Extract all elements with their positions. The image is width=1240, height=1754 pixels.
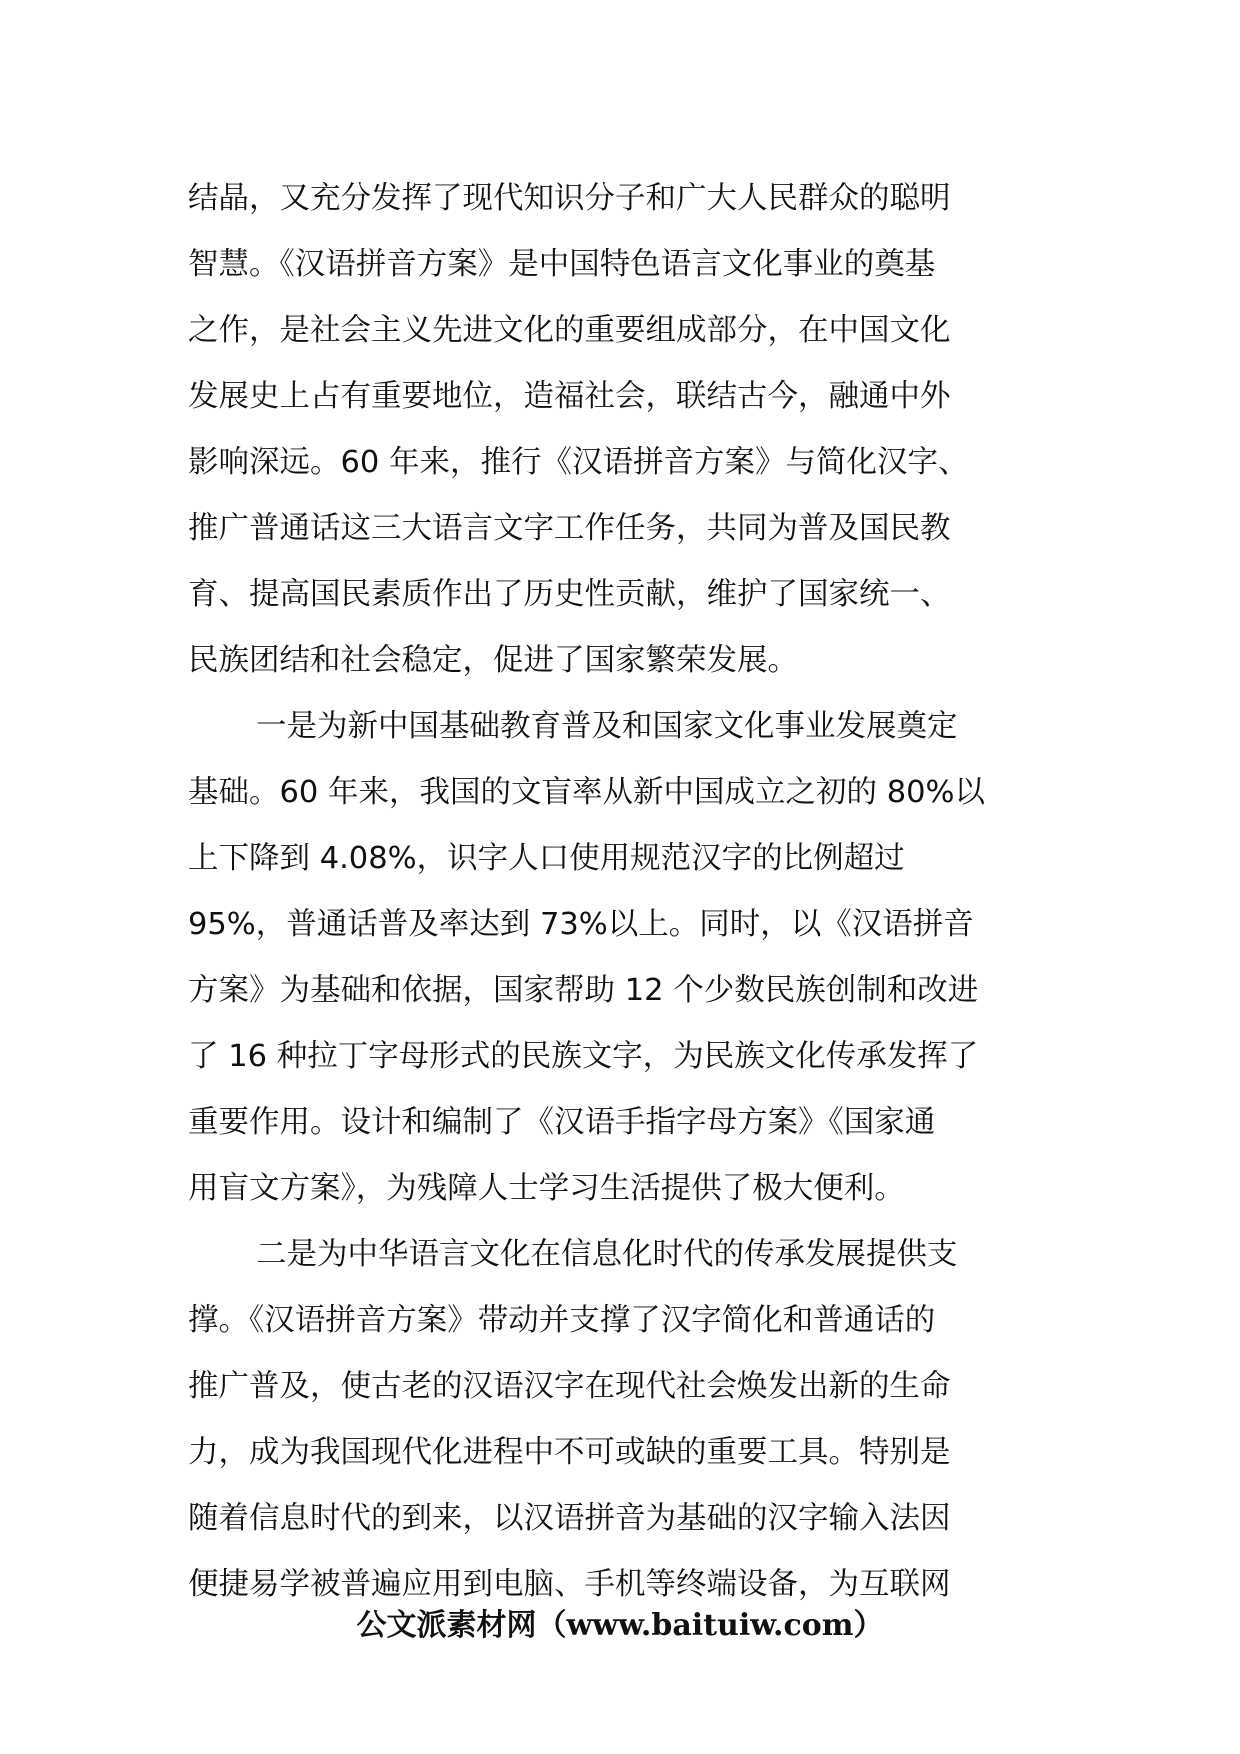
text-line: 基础。60 年来，我国的文盲率从新中国成立之初的 80%以 — [188, 775, 985, 810]
text-line: 发展史上占有重要地位，造福社会，联结古今，融通中外 — [188, 379, 951, 414]
paragraph-first-line: 一是为新中国基础教育普及和国家文化事业发展奠定 — [256, 709, 958, 744]
text-line: 育、提高国民素质作出了历史性贡献，维护了国家统一、 — [188, 577, 951, 612]
text-line: 了 16 种拉丁字母形式的民族文字，为民族文化传承发挥了 — [188, 1039, 979, 1074]
text-line: 推广普及，使古老的汉语汉字在现代社会焕发出新的生命 — [188, 1369, 951, 1404]
text-line: 方案》为基础和依据，国家帮助 12 个少数民族创制和改进 — [188, 973, 979, 1008]
paragraph-first-line: 二是为中华语言文化在信息化时代的传承发展提供支 — [256, 1237, 958, 1272]
text-line: 95%，普通话普及率达到 73%以上。同时，以《汉语拼音 — [188, 907, 974, 942]
text-line: 重要作用。设计和编制了《汉语手指字母方案》《国家通 — [188, 1105, 936, 1140]
text-line: 力，成为我国现代化进程中不可或缺的重要工具。特别是 — [188, 1435, 951, 1470]
text-line: 便捷易学被普遍应用到电脑、手机等终端设备，为互联网 — [188, 1567, 951, 1602]
text-line: 智慧。《汉语拼音方案》是中国特色语言文化事业的奠基 — [188, 247, 936, 282]
text-line: 结晶，又充分发挥了现代知识分子和广大人民群众的聪明 — [188, 181, 951, 216]
text-line: 上下降到 4.08%，识字人口使用规范汉字的比例超过 — [188, 841, 905, 876]
text-line: 随着信息时代的到来，以汉语拼音为基础的汉字输入法因 — [188, 1501, 951, 1536]
text-line: 撑。《汉语拼音方案》带动并支撑了汉字简化和普通话的 — [188, 1303, 936, 1338]
document-body — [188, 166, 1068, 1618]
text-line: 用盲文方案》，为残障人士学习生活提供了极大便利。 — [188, 1171, 905, 1206]
text-line: 影响深远。60 年来，推行《汉语拼音方案》与简化汉字、 — [188, 445, 969, 480]
text-line: 之作，是社会主义先进文化的重要组成部分，在中国文化 — [188, 313, 951, 348]
page-footer: 公文派素材网（www.baituiw.com） — [356, 1608, 884, 1643]
text-line: 民族团结和社会稳定，促进了国家繁荣发展。 — [188, 643, 798, 678]
text-line: 推广普通话这三大语言文字工作任务，共同为普及国民教 — [188, 511, 951, 546]
